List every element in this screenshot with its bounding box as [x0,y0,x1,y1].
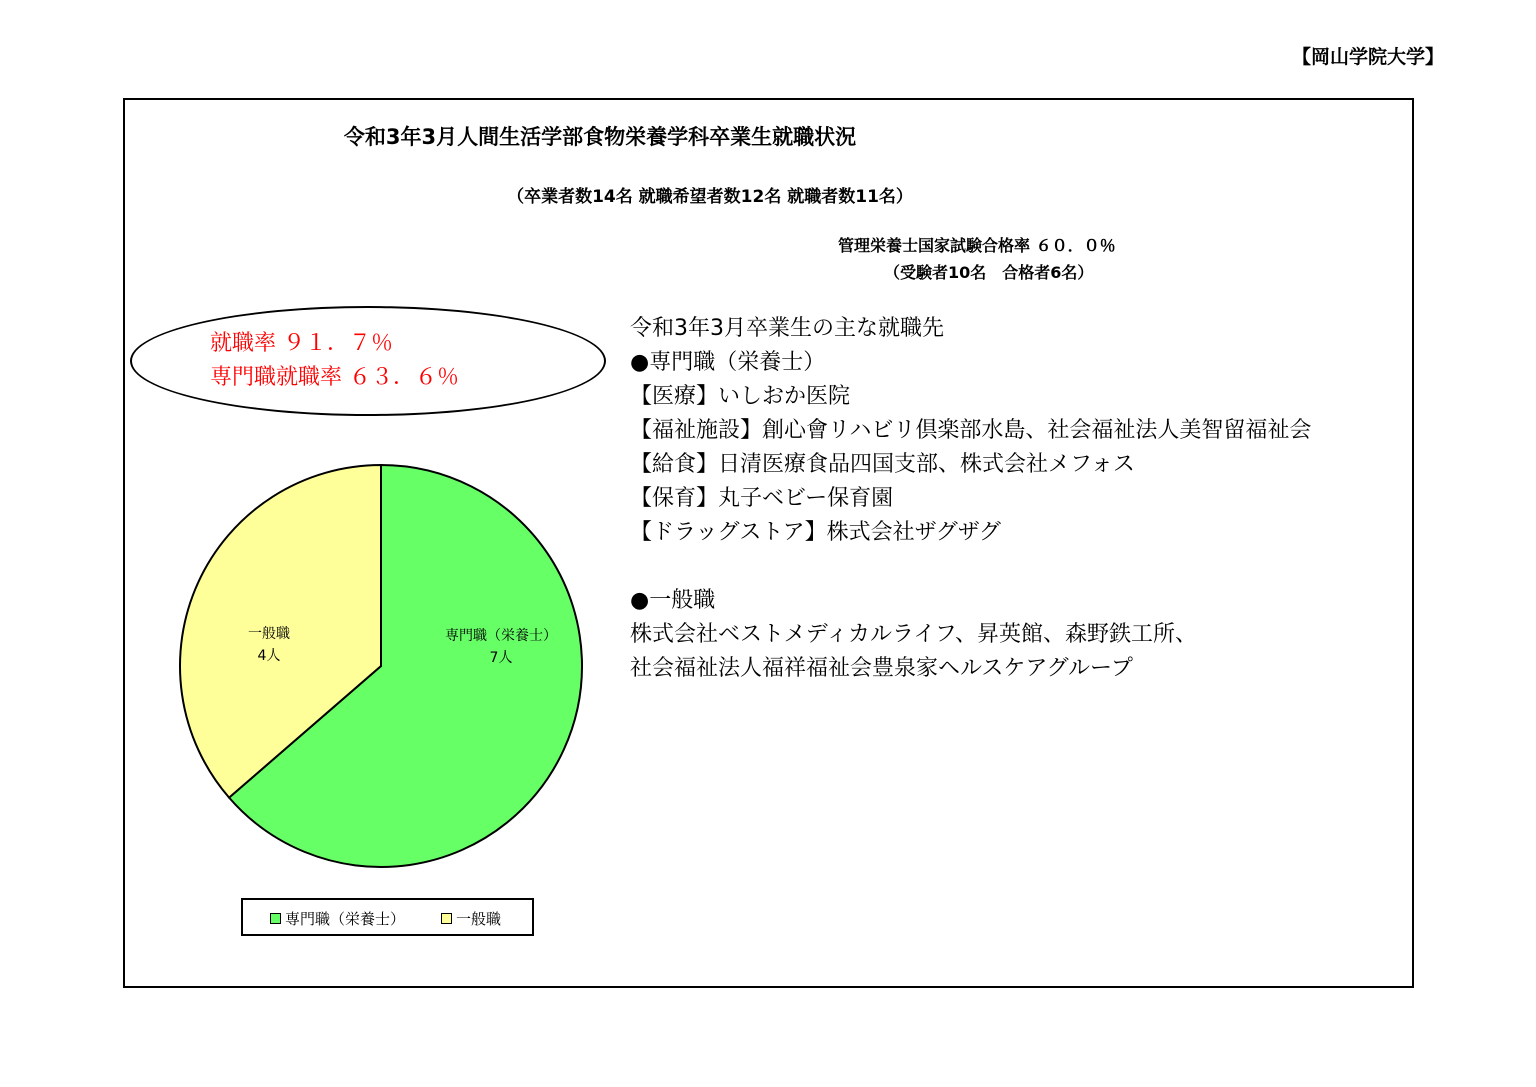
employer-list-heading: 令和3年3月卒業生の主な就職先 [630,316,944,341]
list-item: 株式会社ベストメディカルライフ、昇英館、森野鉄工所、 [630,622,1197,647]
legend-item-specialist [270,908,405,929]
page-title: 令和3年3月人間生活学部食物栄養学科卒業生就職状況 [343,125,857,149]
legend-item-general [441,908,501,929]
slice-value-label: 7人 [489,650,513,666]
legend-label-general: 一般職 [456,910,502,928]
employment-rate: 就職率 ９１．７％ [210,331,393,356]
legend-swatch-specialist [270,913,281,924]
exam-counts: （受験者10名 合格者6名） [884,263,1094,282]
general-heading: ●一般職 [630,588,716,613]
slice-category-label: 一般職 [248,626,290,642]
graduate-counts: （卒業者数14名 就職希望者数12名 就職者数11名） [507,187,913,207]
list-item: 【医療】いしおか医院 [630,384,851,409]
list-item: 社会福祉法人福祥福祉会豊泉家ヘルスケアグループ [630,656,1133,681]
list-item: 【保育】丸子ベビー保育園 [630,486,894,511]
list-item: 【給食】日清医療食品四国支部、株式会社メフォス [630,452,1135,477]
legend-label-specialist: 専門職（栄養士） [285,910,406,928]
slice-value-label: 4人 [257,648,281,664]
university-label: 【岡山学院大学】 [1291,46,1444,68]
chart-legend [241,898,534,936]
list-item: 【ドラッグストア】株式会社ザグザグ [630,520,1001,545]
specialist-employment-rate: 専門職就職率 ６３．６％ [210,365,459,390]
legend-swatch-general [441,913,452,924]
exam-pass-rate: 管理栄養士国家試験合格率 ６０．０％ [838,236,1116,255]
specialist-heading: ●専門職（栄養士） [630,350,826,375]
list-item: 【福祉施設】創心會リハビリ倶楽部水島、社会福祉法人美智留福祉会 [630,418,1312,443]
slice-category-label: 専門職（栄養士） [445,628,557,644]
